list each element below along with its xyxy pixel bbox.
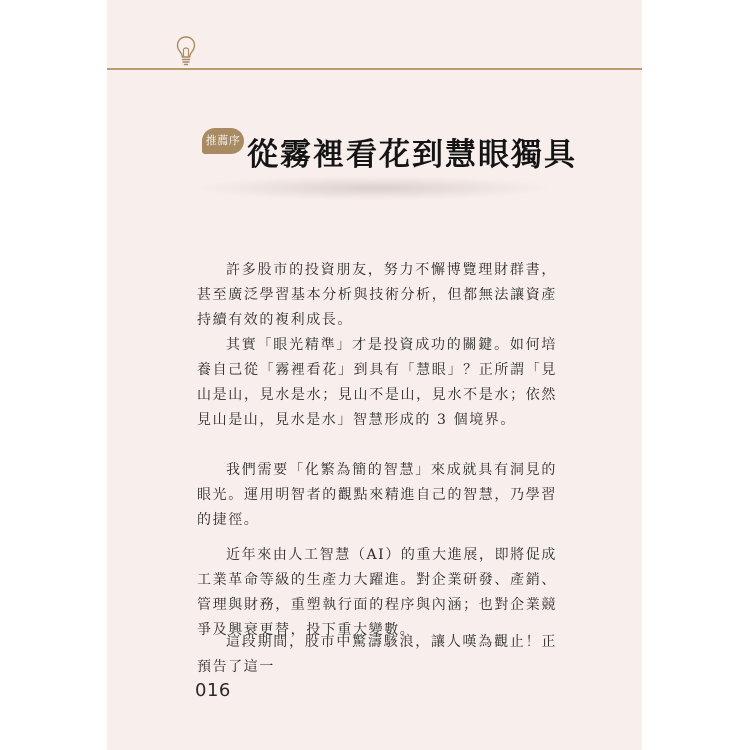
lightbulb-icon <box>175 34 197 66</box>
paragraph-2: 其實「眼光精準」才是投資成功的關鍵。如何培養自己從「霧裡看花」到具有「慧眼」？正所謂「見山是山，見水是水；見山不是山，見水不是水；依然見山是山，見水是水」智慧形成的 3 個境界。 <box>197 337 557 428</box>
page-number: 016 <box>195 680 231 701</box>
paragraph-1: 許多股市的投資朋友，努力不懈博覽理財群書，甚至廣泛學習基本分析與技術分析，但都無法讓資產持續有效的複利成長。 <box>197 262 557 328</box>
preface-badge: 推薦序 <box>202 128 244 154</box>
chapter-title: 從霧裡看花到慧眼獨具 <box>247 137 577 173</box>
title-shadow <box>197 176 549 200</box>
paragraph-3: 我們需要「化繁為簡的智慧」來成就具有洞見的眼光。運用明智者的觀點來精進自己的智慧，乃學習的捷徑。 <box>197 462 557 528</box>
book-page <box>107 0 642 750</box>
header-rule <box>107 68 642 70</box>
paragraph-4: 近年來由人工智慧（AI）的重大進展，即將促成工業革命等級的生產力大躍進。對企業研發、產銷、管理與財務，重塑執行面的程序與內涵；也對企業競爭及興衰更替，投下重大變數。 <box>197 547 557 638</box>
paragraph-5: 這段期間，股市中驚濤駭浪，讓人嘆為觀止！正預告了這一 <box>197 634 557 675</box>
